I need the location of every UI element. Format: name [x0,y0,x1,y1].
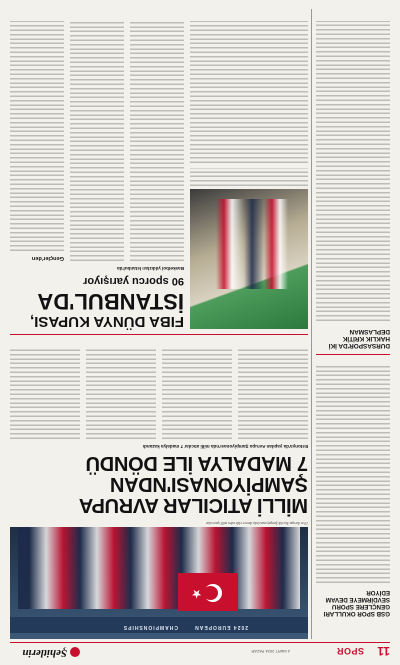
fiba-headline-line2: İSTANBUL'DA [37,289,184,314]
fiba-headline-line1: FIBA DÜNYA KUPASI, [30,313,184,330]
header-rule [10,642,390,643]
gsb-headline-line1: GSB SPOR OKULLARI [323,610,390,617]
column-divider [311,9,312,639]
logo-mark-icon [70,647,80,657]
fiba-photo-players [208,199,288,289]
banner-text-2: CHAMPIONSHIPS [122,624,178,630]
team-photo [10,527,308,639]
main-body-columns [10,347,308,439]
main-story [10,339,308,639]
banner-text-1: 2024 EUROPEAN [194,624,248,630]
masthead-logo [10,645,80,659]
turkish-flag [178,573,238,611]
issue-date: 4 MART 2024 PAZAR [251,649,290,654]
fiba-left-body [190,21,308,163]
athletes-group [18,527,300,609]
main-body-col-2 [162,347,232,439]
fiba-body-col-2 [70,21,124,261]
dursaspor-headline-line1: DURSASPOR'DA İKİ [328,342,390,349]
dursaspor-headline-line3: DEPLASMAN [349,327,390,335]
gsb-headline [316,589,390,617]
gsb-headline-line4: EDİYOR [366,589,390,596]
main-body-col-3 [86,347,156,439]
side-separator [316,354,390,355]
photo-caption: 10 m Avrupa Atıcılık Şampiyonası'nda derece elde eden milli sporcular [205,521,308,525]
main-headline-line1: MİLLİ ATICILAR AVRUPA [79,494,308,516]
gsb-headline-line3: SEVDİRMEYE DEVAM [325,596,390,603]
main-headline-line2: ŞAMPİYONASI'NDAN [110,473,308,495]
fiba-side-heading: Gençler'den [31,255,64,261]
main-body-col-1 [238,347,308,439]
main-headline [10,452,308,515]
page-header [10,643,390,659]
dursaspor-headline [316,327,390,349]
crescent-cutout [203,586,218,600]
gsb-headline-line2: GENÇLERE SPORU [331,603,390,610]
main-body-col-4 [10,347,80,439]
section-label: SPOR [336,646,364,656]
fiba-body-col-3 [10,21,64,251]
fiba-headline [10,289,184,329]
left-column [316,9,390,639]
gsb-body-text [316,363,390,583]
dursaspor-headline-line2: HAKLIK KRİTİK [342,334,390,342]
main-subhead: Estonya'da yapılan Avrupa Şampiyonası'nda milli atıcılar 7 madalya kazandı [142,444,308,449]
fiba-photo [190,189,308,329]
star-icon: ★ [191,587,202,601]
story-separator [10,334,308,335]
fiba-intro: Basketbol yıldızları İstanbul'da [117,266,184,271]
fiba-body-col-1 [130,21,184,261]
brand-name: Şehitlerin [22,647,67,659]
fiba-photo-caption-lines [190,168,308,186]
fiba-story [10,9,308,329]
fiba-subhead: 90 sporcu yarışıyor [83,275,184,287]
dursaspor-body-text [316,21,390,321]
page-number: 11 [377,644,390,658]
main-headline-line3: 7 MADALYA İLE DÖNDÜ [85,452,308,474]
